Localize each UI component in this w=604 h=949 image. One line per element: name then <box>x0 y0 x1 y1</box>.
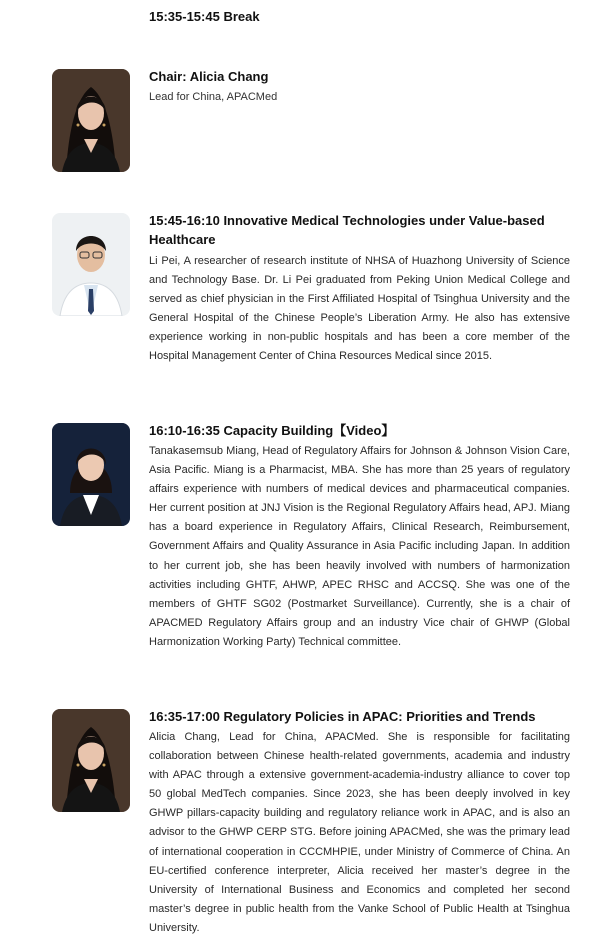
session-3-photo <box>52 709 130 812</box>
chair-title: Chair: Alicia Chang <box>149 69 269 84</box>
chair-photo <box>52 69 130 172</box>
session-1-photo <box>52 213 130 316</box>
session-2-bio: Tanakasemsub Miang, Head of Regulatory Affairs for Johnson & Johnson Vision Care, Asia Pacific. Miang is a Pharmacist, MBA. She has more than 25 years of regulatory affairs experience with numbers of medical devices and pharmaceutical companies. Her current position at JNJ Vision is the Regional Regulatory Affairs head, APJ. Miang has a board experience in Regulatory Affairs, Clinical Research, Reimbursement, Government Affairs and Quality Assurance in Asia Pacific including Japan. In addition to her current job, she has been heavily involved with numbers of harmonization activities including GHTF, AHWP, APEC RHSC and ACCSQ. She was one of the members of GHTF SG02 (Postmarket Surveillance). Currently, she is a chair of APACMED Regulatory Affairs group and an industry Vice chair of GHWP (Global Harmonization Working Party) Technical committee. <box>149 445 570 648</box>
man-portrait-icon <box>52 213 130 316</box>
break-title: 15:35-15:45 Break <box>149 9 260 24</box>
session-3-bio: Alicia Chang, Lead for China, APACMed. She is responsible for facilitating collaboration between Chinese health-related governments, academia and industry with APAC through a extensive government-academia-industry alliance to cover top 50 global MedTech companies. Since 2023, she has been deeply involved in key GHWP pillars-capacity building and regulatory reliance work in APAC, and is also an advisor to the GHWP CERP STG. Before joining APACMed, she was the primary lead of international cooperation in CCCMHPIE, under Ministry of Commerce of China. An EU-certified conference interpreter, Alicia received her master’s degree in the University of International Business and Economics and completed her second master’s degree in public health from the Vanke School of Public Health at Tsinghua University. <box>149 731 570 934</box>
chair-subtitle: Lead for China, APACMed <box>149 91 278 103</box>
woman-suit-portrait-icon <box>52 423 130 526</box>
session-3-title: 16:35-17:00 Regulatory Policies in APAC: Priorities and Trends <box>149 709 536 724</box>
session-1-bio: Li Pei, A researcher of research institute of NHSA of Huazhong University of Science and Technology Base. Dr. Li Pei graduated from Peking Union Medical College and served as chief physician in the First Affiliated Hospital of Tsinghua University and the General Hospital of the Chinese People’s Liberation Army. He also has extensive experience working in non-public hospitals and has been a core member of the Hospital Management Center of China Resources Medical since 2015. <box>149 255 570 363</box>
woman-portrait-icon <box>52 69 130 172</box>
session-2-photo <box>52 423 130 526</box>
session-2-title: 16:10-16:35 Capacity Building【Video】 <box>149 423 395 438</box>
woman-portrait-icon <box>52 709 130 812</box>
session-1-title: 15:45-16:10 Innovative Medical Technologies under Value-based Healthcare <box>149 213 545 247</box>
